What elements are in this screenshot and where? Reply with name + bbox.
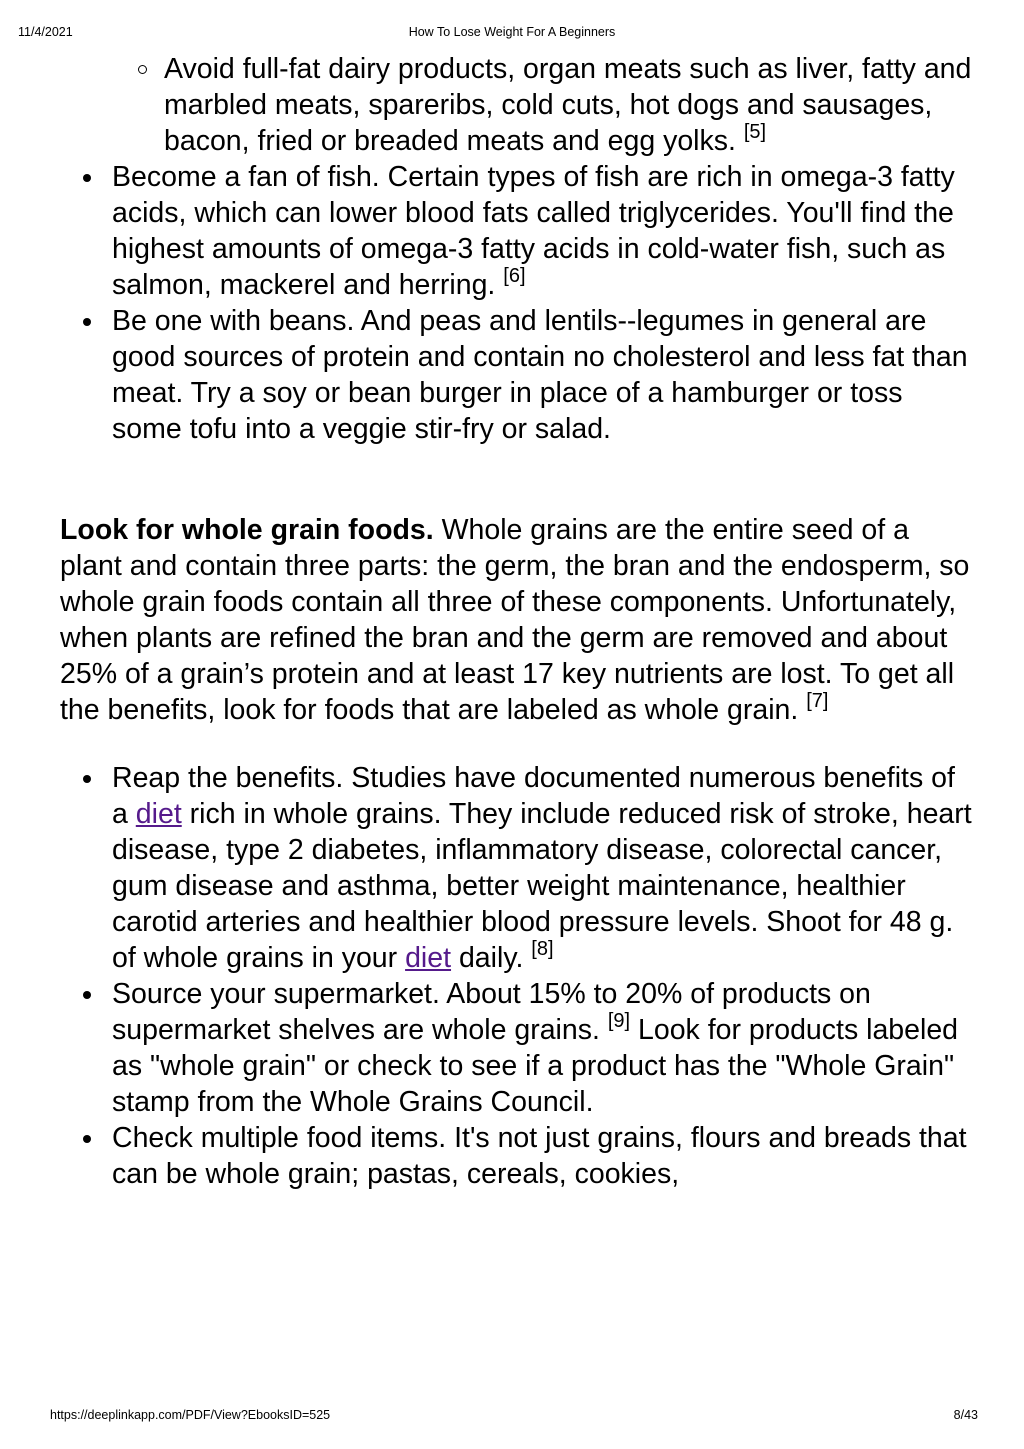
list-item-check-food-items <box>60 1120 975 1192</box>
list-item-text: Become a fan of fish. Certain types of fish are rich in omega-3 fatty acids, which can lower blood fats called triglycerides. You'll find the highest amounts of omega-3 fatty acids in cold-water fish, such as salmon, mackerel and herring. <box>112 161 955 301</box>
reference-6: [6] <box>503 265 526 287</box>
diet-link[interactable]: diet <box>135 798 182 830</box>
list-item-reap-benefits <box>60 760 975 976</box>
section-heading: Look for whole grain foods. <box>60 514 434 546</box>
list-item-text: Be one with beans. And peas and lentils--legumes in general are good sources of protein and contain no cholesterol and less fat than meat. Try a soy or bean burger in place of a hamburger or toss some tofu into a veggie stir-fry or salad. <box>112 305 968 445</box>
diet-link[interactable]: diet <box>405 942 452 974</box>
page-content <box>60 51 975 1192</box>
header-title: How To Lose Weight For A Beginners <box>408 25 616 39</box>
list-item-source-supermarket <box>60 976 975 1120</box>
header-date: 11/4/2021 <box>18 25 73 39</box>
whole-grain-list <box>60 760 975 1192</box>
list-item-text: Check multiple food items. It's not just grains, flours and breads that can be whole grain; pastas, cereals, cookies, <box>112 1122 967 1190</box>
list-item-text: daily. <box>451 942 524 974</box>
reference-5: [5] <box>743 121 767 143</box>
reference-7: [7] <box>806 690 829 712</box>
whole-grain-paragraph <box>60 512 975 728</box>
food-list <box>60 51 975 447</box>
list-item-text: Look for products labeled as "whole grain" or check to see if a product has the "Whole Grain" stamp from the Whole Grains Council. <box>112 1014 959 1118</box>
list-item-text: Avoid full-fat dairy products, organ meats such as liver, fatty and marbled meats, spareribs, cold cuts, hot dogs and sausages, bacon, fried or breaded meats and egg yolks. <box>164 53 972 157</box>
reference-9: [9] <box>607 1010 631 1032</box>
list-item-avoid-fatty-foods <box>60 51 975 159</box>
footer-page-number: 8/43 <box>953 1408 978 1422</box>
list-item-text: Source your supermarket. About 15% to 20% of products on supermarket shelves are whole grains. <box>112 978 871 1046</box>
reference-8: [8] <box>531 938 554 960</box>
footer-url: https://deeplinkapp.com/PDF/View?EbooksID=525 <box>50 1408 331 1422</box>
list-item-text: Reap the benefits. Studies have documented numerous benefits of a <box>112 762 955 830</box>
paragraph-text: Whole grains are the entire seed of a plant and contain three parts: the germ, the bran and the endosperm, so whole grain foods contain all three of these components. Unfortunately, when plants are refined the bran and the germ are removed and about 25% of a grain’s protein and at least 17 key nutrients are lost. To get all the benefits, look for foods that are labeled as whole grain. <box>60 514 970 726</box>
list-item-beans <box>60 303 975 447</box>
list-item-text: rich in whole grains. They include reduced risk of stroke, heart disease, type 2 diabetes, inflammatory disease, colorectal cancer, gum disease and asthma, better weight maintenance, healthier carotid arteries and healthier blood pressure levels. Shoot for 48 g. of whole grains in your <box>112 798 972 974</box>
list-item-fish <box>60 159 975 303</box>
